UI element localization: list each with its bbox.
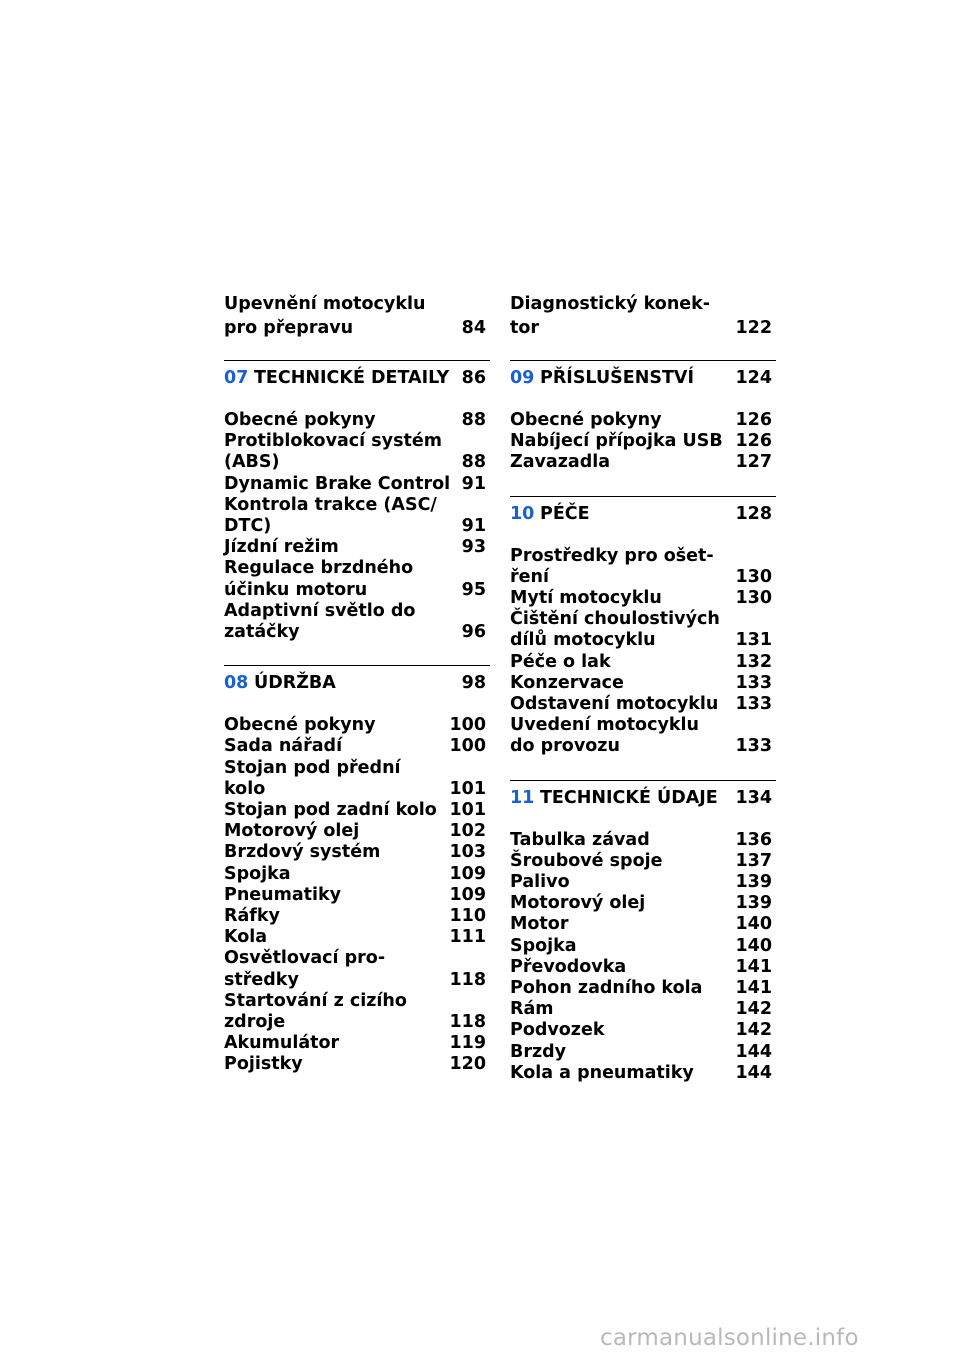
- toc-entry-page: 133: [735, 694, 772, 715]
- toc-section-10: [510, 496, 776, 758]
- toc-entry[interactable]: [224, 906, 490, 927]
- toc-entry[interactable]: [510, 588, 776, 609]
- toc-entry-title: Odstavení motocyklu: [510, 694, 719, 715]
- toc-entry-page: 133: [735, 672, 772, 693]
- toc-entry-page: 141: [735, 956, 772, 977]
- toc-entry-page: 144: [735, 1062, 772, 1083]
- toc-entry-title: Kola a pneumatiky: [510, 1062, 694, 1083]
- toc-top-entry: [510, 292, 776, 340]
- toc-entry-page: 130: [735, 566, 772, 587]
- toc-entry-title: Adaptivní světlo do zatáčky: [224, 600, 416, 643]
- toc-entry-title: Spojka: [224, 863, 291, 884]
- toc-entry-page: 95: [461, 579, 486, 600]
- toc-entry-title: Péče o lak: [510, 651, 611, 672]
- toc-entry[interactable]: [224, 292, 490, 340]
- toc-entry-page: 137: [735, 850, 772, 871]
- toc-entry-title: Rám: [510, 999, 554, 1020]
- section-title-row: [254, 671, 490, 695]
- toc-entry-page: 144: [735, 1041, 772, 1062]
- toc-entry-title: Stojan pod přední kolo: [224, 757, 401, 799]
- toc-entry[interactable]: [224, 991, 490, 1033]
- toc-entry-page: 136: [735, 829, 772, 850]
- watermark: carmanualsonline.info: [600, 1325, 859, 1351]
- section-page: 86: [461, 368, 486, 388]
- toc-entry[interactable]: [510, 957, 776, 978]
- toc-entry-title: Obecné pokyny: [510, 410, 662, 430]
- toc-entry[interactable]: [224, 715, 490, 736]
- section-number: 09: [510, 368, 535, 388]
- section-number: 10: [510, 503, 535, 524]
- toc-entry-page: 100: [449, 715, 486, 736]
- toc-entry[interactable]: [224, 558, 490, 600]
- toc-entry-page: 127: [735, 452, 772, 473]
- section-title: PŘÍSLUŠENSTVÍ: [540, 368, 694, 388]
- toc-entry-page: 126: [735, 431, 772, 452]
- toc-entry-page: 139: [735, 893, 772, 914]
- toc-entry-title: Mytí motocyklu: [510, 588, 662, 609]
- toc-entry[interactable]: [510, 851, 776, 872]
- toc-top-entry: [224, 292, 490, 340]
- section-page: 134: [735, 787, 772, 808]
- section-title: ÚDRŽBA: [254, 673, 336, 694]
- toc-entry[interactable]: [224, 864, 490, 885]
- toc-entry-title: Stojan pod zadní kolo: [224, 800, 437, 821]
- toc-entry-title: Akumulátor: [224, 1033, 340, 1054]
- toc-entry-title: Spojka: [510, 935, 577, 956]
- toc-entry-page: 142: [735, 1020, 772, 1041]
- section-title-row: [540, 502, 776, 526]
- toc-entry[interactable]: [510, 673, 776, 694]
- toc-entry-page: 109: [449, 863, 486, 884]
- toc-entry-title: Obecné pokyny: [224, 410, 376, 430]
- toc-entry-title: Konzervace: [510, 672, 624, 693]
- toc-entry-page: 91: [461, 516, 486, 537]
- toc-entry-page: 118: [449, 1012, 486, 1033]
- section-heading[interactable]: [510, 786, 776, 810]
- toc-entry[interactable]: [510, 431, 776, 452]
- toc-entry-page: 140: [735, 935, 772, 956]
- toc-entry[interactable]: [510, 652, 776, 673]
- toc-entry-title: Dynamic Brake Control: [224, 473, 451, 494]
- section-page: 128: [735, 503, 772, 524]
- section-number: 08: [224, 673, 249, 694]
- toc-entry-title: Uvedení motocyklu do provozu: [510, 715, 699, 757]
- section-title-row: [540, 786, 776, 810]
- toc-entry-page: 126: [735, 410, 772, 430]
- toc-entry-title: Pojistky: [224, 1054, 303, 1075]
- toc-sections: [510, 360, 776, 1084]
- toc-entry-title: Osvětlovací pro- středky: [224, 948, 386, 990]
- toc-entry[interactable]: [510, 978, 776, 999]
- toc-entry-page: 141: [735, 978, 772, 999]
- toc-entry-title: Startování z cizího zdroje: [224, 990, 407, 1033]
- toc-entry[interactable]: [510, 715, 776, 757]
- toc-entry[interactable]: [224, 736, 490, 757]
- toc-entry-title: Jízdní režim: [224, 537, 339, 558]
- section-heading[interactable]: [510, 366, 776, 390]
- toc-entry-page: 131: [735, 630, 772, 651]
- toc-entry-page: 118: [449, 969, 486, 990]
- toc-entry[interactable]: [224, 927, 490, 948]
- toc-entry[interactable]: [224, 821, 490, 842]
- toc-entry-title: Motor: [510, 914, 569, 935]
- toc-entry-title: Diagnostický konek- tor: [510, 294, 711, 338]
- toc-entry-page: 102: [449, 821, 486, 842]
- toc-entry-title: Pneumatiky: [224, 884, 342, 905]
- toc-entry[interactable]: [224, 842, 490, 863]
- toc-entry[interactable]: [224, 948, 490, 990]
- toc-entry-page: 96: [461, 622, 486, 643]
- toc-entry[interactable]: [224, 431, 490, 473]
- toc-entry-title: Nabíjecí přípojka USB: [510, 431, 723, 452]
- toc-entry-page: 133: [735, 736, 772, 757]
- toc-entry-title: Převodovka: [510, 956, 627, 977]
- section-page: 98: [461, 673, 486, 694]
- toc-column-left: [224, 292, 490, 1098]
- section-heading[interactable]: [510, 502, 776, 526]
- toc-entry-title: Tabulka závad: [510, 829, 650, 850]
- toc-entry-page: 101: [449, 778, 486, 799]
- toc-entry[interactable]: [224, 537, 490, 558]
- toc-entry-title: Upevnění motocyklu pro přepravu: [224, 294, 426, 338]
- toc-entry-page: 109: [449, 884, 486, 905]
- toc-entry[interactable]: [510, 936, 776, 957]
- toc-entry[interactable]: [224, 1054, 490, 1075]
- section-title: TECHNICKÉ DETAILY: [254, 368, 450, 388]
- toc-entry[interactable]: [510, 872, 776, 893]
- toc-entry-page: 93: [461, 537, 486, 558]
- toc-entry-page: 84: [461, 318, 486, 338]
- toc-section-09: [510, 360, 776, 474]
- section-number: 11: [510, 787, 535, 808]
- toc-entry-page: 101: [449, 800, 486, 821]
- toc-entry[interactable]: [224, 474, 490, 495]
- section-title-row: [540, 366, 776, 390]
- section-page: 124: [735, 368, 772, 388]
- toc-entry-title: Pohon zadního kola: [510, 978, 703, 999]
- toc-entry-title: Prostředky pro ošet- ření: [510, 545, 714, 587]
- toc-entry-title: Podvozek: [510, 1020, 605, 1041]
- toc-entry-title: Kola: [224, 927, 268, 948]
- toc-entry[interactable]: [510, 1020, 776, 1041]
- toc-entry-title: Sada nářadí: [224, 736, 343, 757]
- toc-entry-title: Protiblokovací systém (ABS): [224, 431, 442, 473]
- section-heading[interactable]: [224, 671, 490, 695]
- toc-section-11: [510, 780, 776, 1084]
- toc-entry-page: 119: [449, 1033, 486, 1054]
- section-title: TECHNICKÉ ÚDAJE: [540, 787, 718, 808]
- toc-entry[interactable]: [510, 694, 776, 715]
- toc-entry-page: 120: [449, 1054, 486, 1075]
- section-title: PÉČE: [540, 503, 590, 524]
- toc-entry[interactable]: [510, 914, 776, 935]
- toc-entry-title: Šroubové spoje: [510, 850, 663, 871]
- toc-entry[interactable]: [510, 999, 776, 1020]
- toc-entry[interactable]: [224, 800, 490, 821]
- toc-entry-page: 103: [449, 842, 486, 863]
- toc-entry-title: Zavazadla: [510, 452, 611, 473]
- toc-sections: [224, 360, 490, 1076]
- toc-entry-page: 139: [735, 872, 772, 893]
- toc-entry-title: Čištění choulostivých dílů motocyklu: [510, 609, 720, 651]
- toc-entry-title: Kontrola trakce (ASC/ DTC): [224, 494, 437, 537]
- toc-entry-page: 142: [735, 999, 772, 1020]
- toc-entry[interactable]: [510, 452, 776, 473]
- toc-entry[interactable]: [510, 893, 776, 914]
- section-title-row: [254, 366, 490, 390]
- toc-entry[interactable]: [224, 601, 490, 643]
- toc-entry[interactable]: [510, 609, 776, 651]
- toc-entry-title: Brzdy: [510, 1041, 567, 1062]
- toc-column-right: [510, 292, 776, 1106]
- toc-entry-page: 122: [735, 318, 772, 338]
- toc-entry-title: Obecné pokyny: [224, 715, 376, 736]
- toc-entry[interactable]: [510, 410, 776, 431]
- toc-entry-page: 88: [461, 452, 486, 473]
- toc-entry[interactable]: [510, 1063, 776, 1084]
- toc-entry-title: Regulace brzdného účinku motoru: [224, 558, 414, 600]
- toc-section-08: [224, 665, 490, 1075]
- toc-entry[interactable]: [224, 495, 490, 537]
- toc-entry-page: 111: [449, 927, 486, 948]
- toc-entry-page: 110: [449, 906, 486, 927]
- toc-entry-page: 132: [735, 651, 772, 672]
- toc-entry[interactable]: [224, 885, 490, 906]
- toc-entry-title: Motorový olej: [510, 893, 646, 914]
- toc-entry[interactable]: [510, 292, 776, 340]
- toc-entry-title: Brzdový systém: [224, 842, 381, 863]
- toc-section-07: [224, 360, 490, 643]
- toc-entry[interactable]: [224, 758, 490, 800]
- section-number: 07: [224, 368, 249, 388]
- toc-entry[interactable]: [224, 1033, 490, 1054]
- toc-entry-page: 140: [735, 914, 772, 935]
- toc-entry[interactable]: [224, 410, 490, 431]
- toc-entry-title: Palivo: [510, 872, 570, 893]
- toc-entry-page: 88: [461, 410, 486, 430]
- toc-entry-page: 91: [461, 473, 486, 494]
- toc-entry-page: 130: [735, 588, 772, 609]
- toc-entry-page: 100: [449, 736, 486, 757]
- toc-entry[interactable]: [510, 1042, 776, 1063]
- toc-entry[interactable]: [510, 830, 776, 851]
- toc-entry-title: Ráfky: [224, 906, 280, 927]
- toc-entry-title: Motorový olej: [224, 821, 360, 842]
- toc-entry[interactable]: [510, 546, 776, 588]
- section-heading[interactable]: [224, 366, 490, 390]
